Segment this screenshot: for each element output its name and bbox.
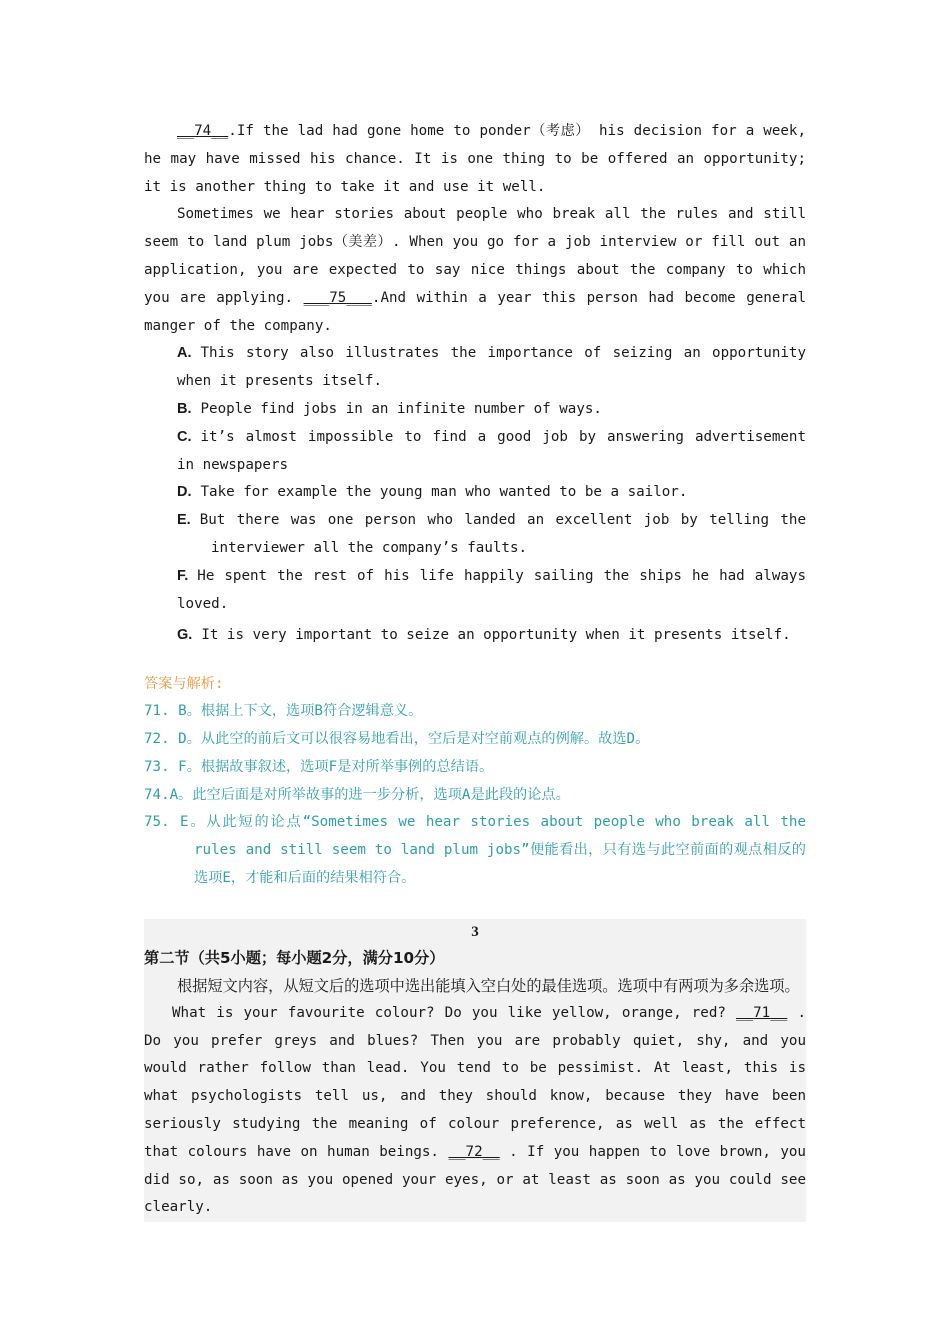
option-text: People find jobs in an infinite number of ways. [200, 400, 602, 417]
section-title: 第二节（共5小题；每小题2分，满分10分） [144, 948, 445, 967]
paragraph-text: What is your favourite colour? Do you like yellow, orange, red? [172, 1004, 737, 1021]
option-letter: E. [177, 512, 191, 529]
answer-item-75: 75. E。从此短的论点“Sometimes we hear stories about people who break all the rules and still seem to land plum jobs”便能看出，只有选与此空前面的观点相反的选项E，才能和后面的结果相符合。 [144, 814, 806, 886]
option-e [144, 507, 806, 563]
passage-paragraph-3 [144, 1000, 806, 1222]
option-letter: B. [177, 400, 192, 417]
option-list [144, 340, 806, 650]
paragraph-text: Sometimes we hear stories about people who break all the rules and still seem to land plum jobs（美差）. When you go for a job interview or fill out an application, you are expected to say nice things about the company to which you are applying. [144, 206, 806, 306]
paragraph-text: . Do you prefer greys and blues? Then you are probably quiet, shy, and you would rather follow than lead. You tend to be pessimist. At least, this is what psychologists tell us, and they should know, because they have been seriously studying the meaning of colour preference, as well as the effect that colours have on human beings. [144, 1004, 806, 1160]
option-letter: A. [177, 345, 192, 362]
section-instruction: 根据短文内容，从短文后的选项中选出能填入空白处的最佳选项。选项中有两项为多余选项。 [177, 976, 800, 995]
answer-key [144, 670, 806, 893]
option-text: It is very important to seize an opportunity when it presents itself. [201, 627, 791, 644]
option-f [144, 563, 806, 619]
option-b [144, 396, 806, 424]
option-d [144, 479, 806, 507]
passage-paragraph-2 [144, 201, 806, 340]
document-page [144, 118, 806, 1222]
section-two [144, 919, 806, 1222]
option-letter: C. [177, 428, 192, 445]
option-letter: G. [177, 627, 193, 644]
paragraph-text: . If you happen to love brown, you did so, as soon as you opened your eyes, or at least as soon as you could see clearly. [144, 1143, 806, 1216]
answer-item-72: 72. D。从此空的前后文可以很容易地看出，空后是对空前观点的例解。故选D。 [144, 730, 650, 747]
option-c [144, 424, 806, 480]
answer-blank-74: __74__ [177, 123, 229, 139]
answer-blank-75: ___75___ [303, 289, 372, 306]
answer-item-73: 73. F。根据故事叙述，选项F是对所举事例的总结语。 [144, 758, 494, 775]
page-number: 3 [471, 923, 479, 940]
option-letter: D. [177, 484, 192, 501]
answer-item-71: 71. B。根据上下文，选项B符合逻辑意义。 [144, 703, 423, 720]
option-text: This story also illustrates the importance of seizing an opportunity when it presents itself. [177, 345, 806, 390]
answer-blank-72: __72__ [448, 1143, 500, 1160]
paragraph-text: .And within a year this person had become general manger of the company. [144, 289, 806, 334]
paragraph-text: .If the lad had gone home to ponder（考虑） his decision for a week, he may have missed his chance. It is one thing to be offered an opportunity; it is another thing to take it and use it well. [144, 123, 806, 195]
answer-item-74: 74.A。此空后面是对所举故事的进一步分析，选项A是此段的论点。 [144, 786, 570, 803]
option-g [144, 622, 806, 650]
option-text: He spent the rest of his life happily sailing the ships he had always loved. [177, 567, 806, 612]
option-text: Take for example the young man who wanted to be a sailor. [200, 484, 688, 501]
answer-key-title: 答案与解析: [144, 676, 224, 693]
passage-paragraph-1 [144, 118, 806, 201]
option-text: But there was one person who landed an excellent job by telling the interviewer all the company’s faults. [199, 512, 806, 556]
option-letter: F. [177, 567, 189, 584]
answer-blank-71: __71__ [736, 1004, 788, 1021]
option-text: it’s almost impossible to find a good job by answering advertisement in newspapers [177, 428, 806, 473]
option-a [144, 340, 806, 396]
